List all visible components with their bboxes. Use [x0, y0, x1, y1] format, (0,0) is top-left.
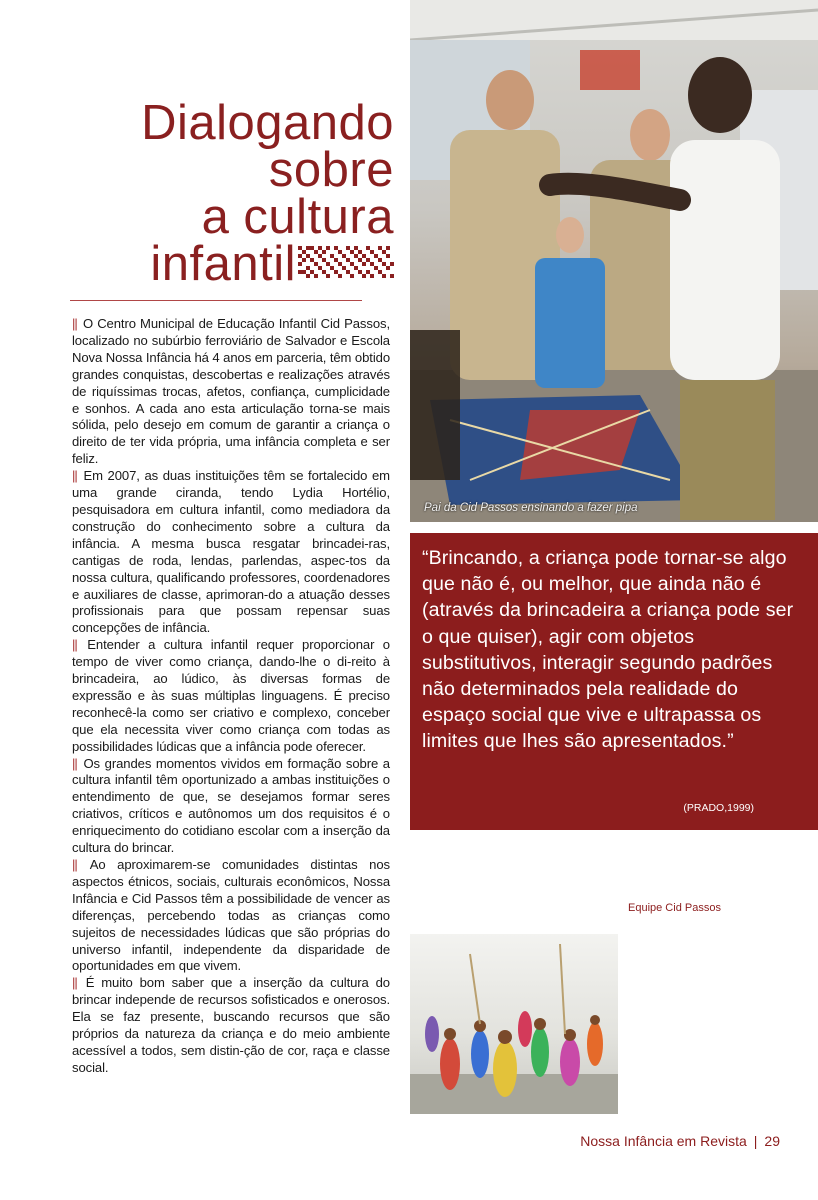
- paragraph-3: [72, 637, 390, 755]
- publication-name: Nossa Infância em Revista: [580, 1133, 747, 1149]
- paragraph-1: [72, 316, 390, 468]
- main-photo-caption: Pai da Cid Passos ensinando a fazer pipa: [424, 502, 638, 514]
- quote-box: [410, 533, 818, 830]
- paragraph-marker: ||: [72, 468, 77, 484]
- quote-text: “Brincando, a criança pode tornar-se algo que não é, ou melhor, que ainda não é (através da brincadeira a criança pode ser o que quiser), agir com objetos substitutivos, interagir segundo padrões não determinados pela realidade do espaço social que vive e ultrapassa os limites que lhes são apresentados.”: [422, 547, 794, 753]
- small-photo: [410, 934, 618, 1114]
- pixel-pattern-icon: [298, 246, 394, 278]
- paragraph-5-text: Ao aproximarem-se comunidades distintas nos aspectos étnicos, sociais, culturais econômicos, Nossa Infância e Cid Passos têm a possibilidade de vencer as diferenças, percebendo todas as crianças como sujeitos de necessidades lúdicas que são próprias do universo infantil, independente da disparidade de oportunidades em que vivem.: [72, 857, 390, 974]
- quote-citation: (PRADO,1999): [683, 802, 754, 814]
- title-line-2: sobre: [268, 143, 394, 197]
- page-footer: [580, 1133, 780, 1149]
- title-line-4-text: infantil: [150, 237, 296, 291]
- paragraph-2: [72, 468, 390, 637]
- paragraph-1-text: O Centro Municipal de Educação Infantil Cid Passos, localizado no subúrbio ferroviário de Salvador e Escola Nova Nossa Infância há 4 anos em parceria, têm obtido grandes conquistas, descobertas e realizações através de riquíssimas trocas, afetos, confiança, cumplicidade e sonhos. A cada ano esta articulação torna-se mais sólida, pelo desejo em comum de garantir a criança o direito de ter vida própria, uma infância completa e ser feliz.: [72, 316, 390, 467]
- paragraph-4-text: Os grandes momentos vividos em formação sobre a cultura infantil têm oportunizado a ambas instituições o entendimento de que, se desejamos formar seres criativos, críticos e autônomos um dos requisitos é o enriquecimento do cotidiano escolar com a inserção da cultura do brincar.: [72, 755, 390, 856]
- paragraph-marker: ||: [72, 637, 77, 653]
- article-body: [72, 316, 390, 1077]
- kite-workshop-illustration: [410, 0, 818, 522]
- toy-figures-illustration: [410, 934, 618, 1114]
- paragraph-6: [72, 975, 390, 1076]
- main-photo: [410, 0, 818, 522]
- title-line-1: Dialogando: [141, 96, 394, 150]
- paragraph-2-text: Em 2007, as duas instituições têm se fortalecido em uma grande ciranda, tendo Lydia Hortélio, pesquisadora em cultura infantil, como mediadora da construção do conhecimento sobre a cultura da infância. A mesma busca resgatar brincadei-ras, cantigas de roda, lendas, parlendas, aspec-tos da nossa cultura, qualificando professores, coordenadores e auxiliares de classe, aprimoran-do a atuação desses profissionais para que possam repensar suas concepções de infância.: [72, 468, 390, 636]
- paragraph-marker: ||: [72, 755, 77, 771]
- page-number: 29: [764, 1133, 780, 1149]
- title-line-3: a cultura: [201, 190, 394, 244]
- article-title: [34, 96, 394, 291]
- footer-separator: |: [753, 1133, 758, 1149]
- paragraph-4: [72, 756, 390, 857]
- title-divider: [70, 300, 362, 301]
- paragraph-marker: ||: [72, 857, 77, 872]
- paragraph-5: [72, 857, 390, 975]
- paragraph-marker: ||: [72, 316, 77, 331]
- paragraph-3-text: Entender a cultura infantil requer proporcionar o tempo de viver como criança, dando-lhe o di-reito à brincadeira, ao lúdico, às diversas formas de expressão e às suas múltiplas linguagens. É preciso reconhecê-la como ser criativo e complexo, conceber que ela necessita viver como criança com todas as possibilidades lúdicas que a infância pode oferecer.: [72, 637, 390, 754]
- paragraph-marker: ||: [72, 975, 77, 991]
- title-line-4: [34, 237, 394, 291]
- small-photo-caption: Equipe Cid Passos: [628, 902, 721, 914]
- paragraph-6-text: É muito bom saber que a inserção da cultura do brincar independe de recursos sofisticados e onerosos. Ela se faz presente, buscando recursos que são próprios da natureza da criança e do meio ambiente acessível a todos, sem distin-ção de cor, raça e classe social.: [72, 975, 390, 1075]
